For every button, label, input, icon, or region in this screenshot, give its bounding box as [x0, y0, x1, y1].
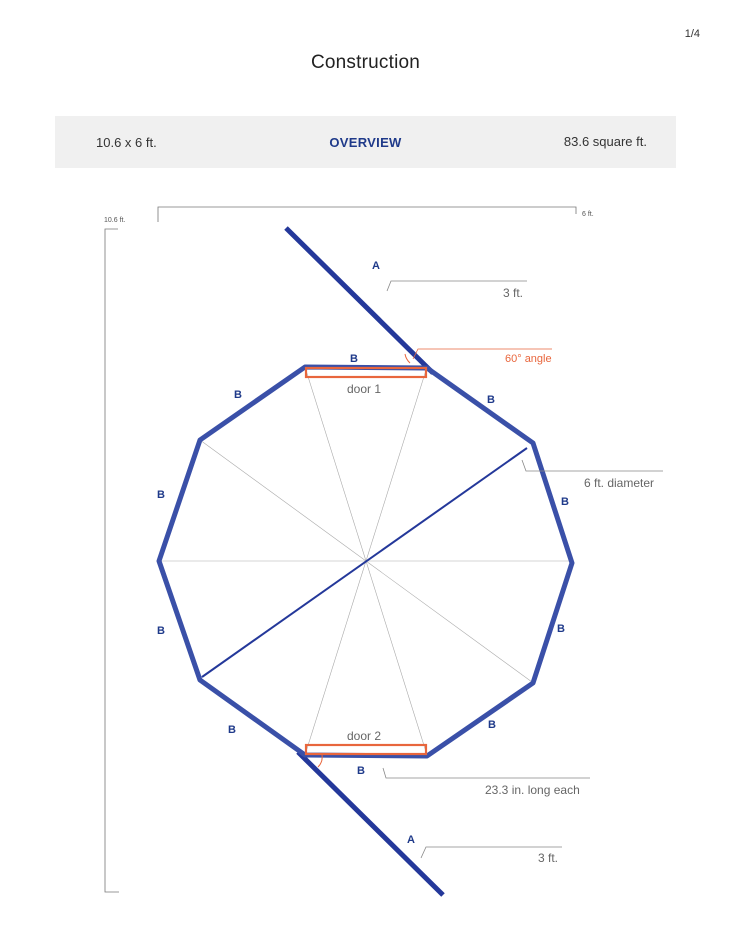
segment-a-bottom	[298, 752, 443, 895]
side-b-label: B	[488, 719, 496, 731]
side-b-label: B	[487, 394, 495, 406]
a-top-length-label: 3 ft.	[503, 286, 524, 300]
door-2-label: door 2	[347, 729, 382, 743]
width-label: 6 ft.	[582, 211, 594, 218]
diameter-label: 6 ft. diameter	[584, 476, 655, 490]
height-bracket	[105, 229, 119, 892]
page-number: 1/4	[684, 28, 700, 40]
door-1-label: door 1	[347, 382, 382, 396]
section-title: OVERVIEW	[329, 135, 402, 150]
door-2	[306, 745, 426, 754]
width-bracket	[158, 207, 576, 222]
segment-a-bottom-label: A	[407, 834, 415, 846]
height-label: 10.6 ft.	[104, 217, 126, 224]
page-title: Construction	[310, 52, 421, 73]
a-bottom-length-label: 3 ft.	[538, 851, 559, 865]
side-b-label: B	[234, 389, 242, 401]
side-b-label: B	[228, 724, 236, 736]
area-text: 83.6 square ft.	[563, 134, 647, 149]
segment-a-top-label: A	[372, 260, 380, 272]
angle-label: 60° angle	[505, 353, 552, 365]
side-b-label: B	[357, 765, 365, 777]
side-b-label: B	[350, 353, 358, 365]
side-b-label: B	[561, 496, 569, 508]
angle-arc-top	[405, 354, 410, 363]
dimensions-text: 10.6 x 6 ft.	[96, 135, 157, 150]
side-b-label: B	[157, 625, 165, 637]
side-b-label: B	[157, 489, 165, 501]
side-b-label: B	[557, 623, 565, 635]
segment-a-top	[286, 228, 433, 373]
b-length-label: 23.3 in. long each	[485, 783, 580, 797]
b-length-callout	[383, 768, 590, 778]
